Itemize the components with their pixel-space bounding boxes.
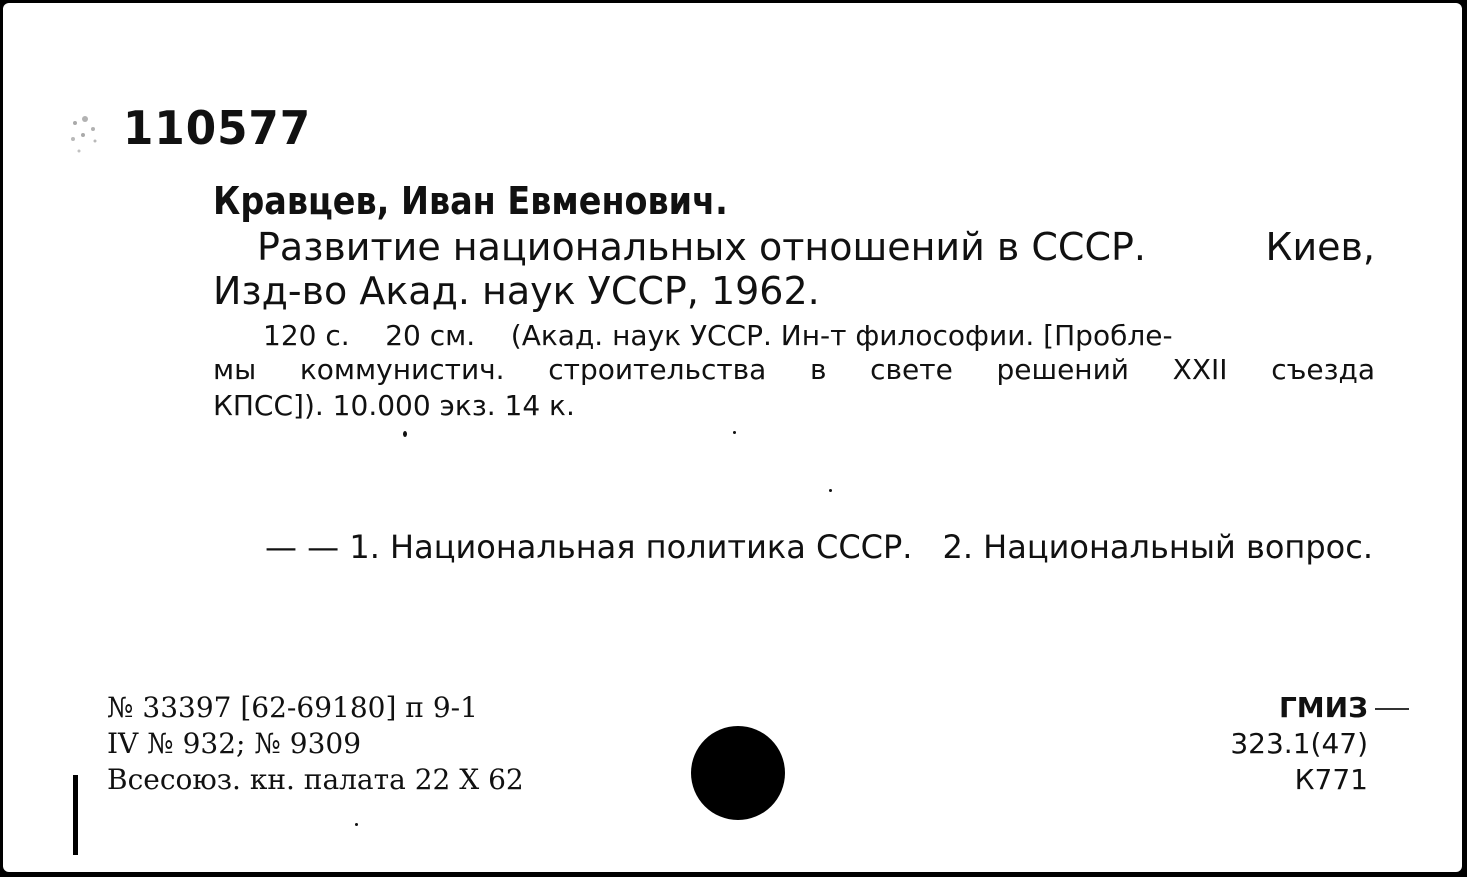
title-line-1 bbox=[213, 225, 1375, 269]
description-word: в bbox=[809, 353, 827, 386]
book-title: Развитие национальных отношений в СССР. bbox=[257, 225, 1146, 269]
publication-city: Киев, bbox=[1265, 225, 1375, 269]
author-mark: К771 bbox=[1294, 763, 1368, 796]
description-word: строительства bbox=[548, 353, 767, 386]
description-line-3: КПСС]). 10.000 экз. 14 к. bbox=[213, 389, 575, 422]
subject-heading-1: — — 1. Национальная политика СССР. bbox=[265, 528, 913, 566]
description-text-1: 120 с. 20 см. (Акад. наук УССР. Ин-т философии. [Пробле- bbox=[263, 319, 1173, 352]
subject-heading-2: 2. Национальный вопрос. bbox=[942, 528, 1373, 566]
catalog-number: № 33397 [62-69180] п 9-1 bbox=[107, 691, 478, 724]
catalog-card bbox=[3, 3, 1462, 872]
ink-speck bbox=[403, 431, 407, 437]
registry-number: IV № 932; № 9309 bbox=[107, 727, 362, 760]
description-word: XXII bbox=[1172, 353, 1228, 386]
ink-speck bbox=[355, 823, 358, 826]
inventory-number: 110577 bbox=[123, 101, 312, 155]
description-line-2 bbox=[213, 353, 1375, 386]
library-code: ГМИЗ bbox=[1278, 691, 1368, 724]
strike-mark bbox=[1375, 708, 1409, 710]
publisher-line: Изд-во Акад. наук УССР, 1962. bbox=[213, 269, 820, 313]
ink-speck bbox=[733, 431, 736, 434]
ink-speck bbox=[829, 489, 832, 492]
description-word: мы bbox=[213, 353, 257, 386]
description-word: коммунистич. bbox=[299, 353, 505, 386]
author-name: Кравцев, Иван Евменович. bbox=[213, 179, 728, 223]
punch-hole bbox=[691, 726, 785, 820]
chamber-imprint: Всесоюз. кн. палата 22 X 62 bbox=[107, 763, 524, 796]
description-word: свете bbox=[870, 353, 953, 386]
description-word: решений bbox=[996, 353, 1130, 386]
subject-headings bbox=[265, 528, 1373, 566]
margin-bar bbox=[73, 775, 78, 855]
stamp-smudge bbox=[65, 111, 105, 161]
classification-code: 323.1(47) bbox=[1230, 727, 1368, 760]
description-word: съезда bbox=[1271, 353, 1375, 386]
description-line-1 bbox=[213, 319, 1375, 352]
